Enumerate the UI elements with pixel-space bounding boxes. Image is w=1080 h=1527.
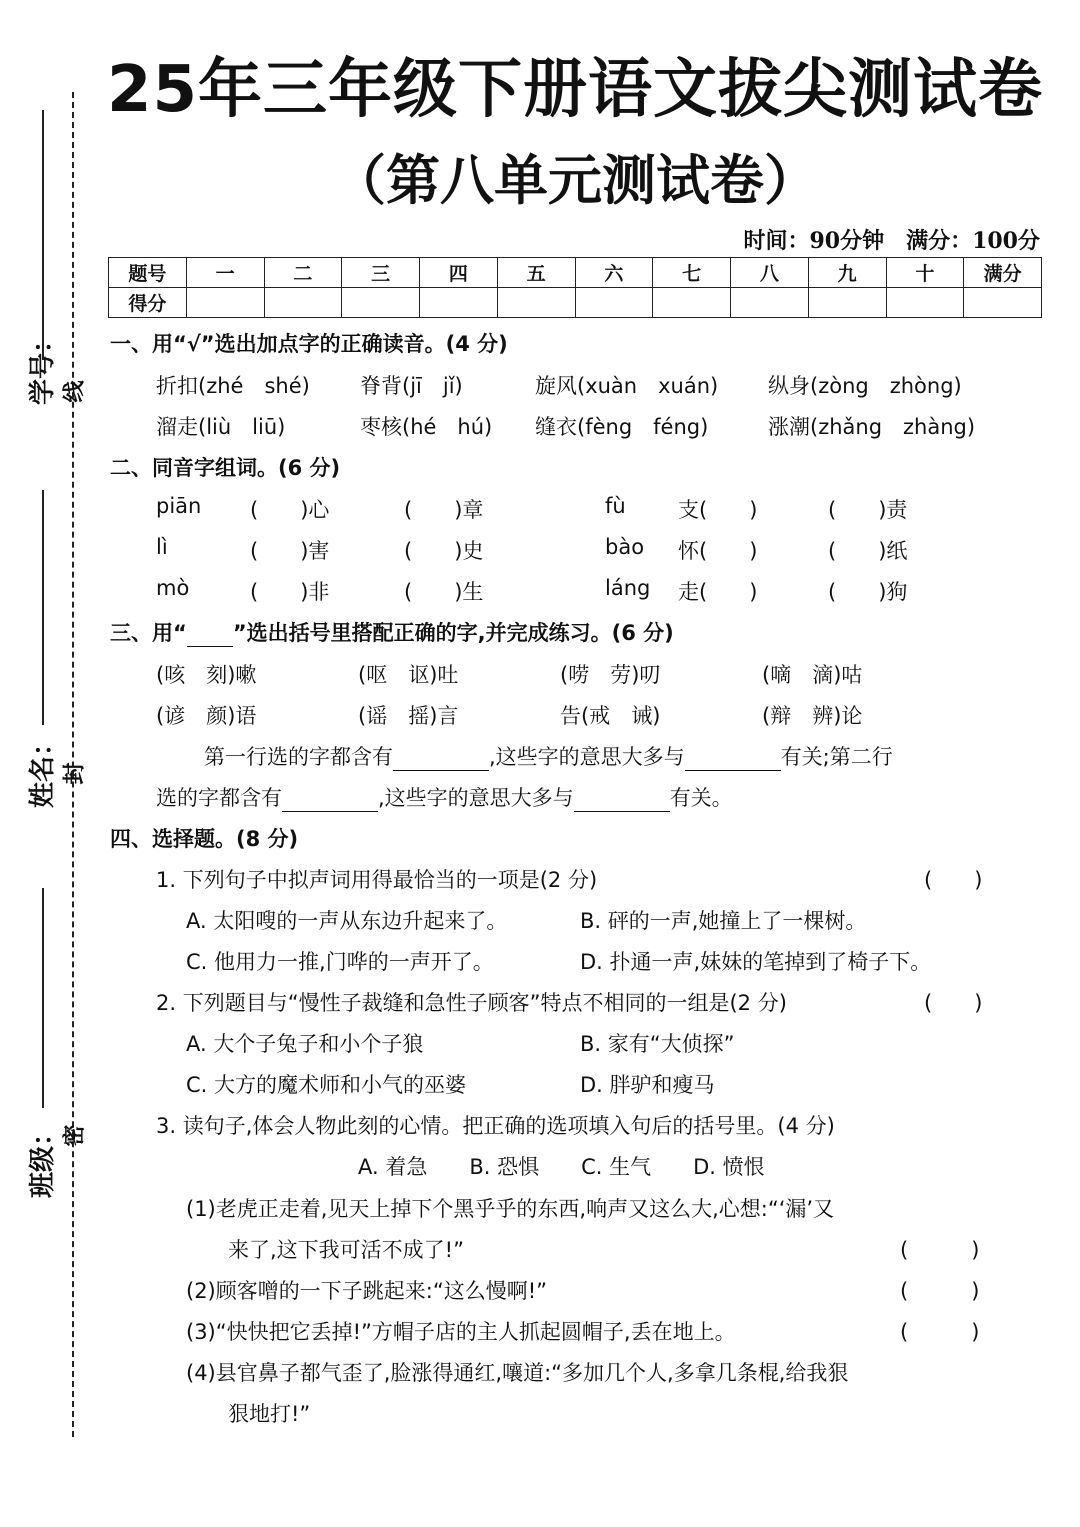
page-subtitle: （第八单元测试卷）	[332, 149, 818, 212]
table-header-cell: 三	[342, 258, 420, 288]
page-title: 25年三年级下册语文拔尖测试卷	[106, 53, 1044, 127]
q3-text: 有关。	[669, 786, 733, 810]
score-cell[interactable]	[342, 288, 420, 318]
q3-choice[interactable]: (咳 刻)嗽	[156, 663, 257, 687]
section-2-heading: 二、同音字组词。(6 分)	[110, 456, 341, 480]
q4-option[interactable]: A. 太阳嗖的一声从东边升起来了。	[186, 909, 508, 933]
q3-fill-line-1	[204, 741, 893, 771]
q2-blank[interactable]: ( )害	[250, 539, 330, 563]
answer-paren[interactable]: ( )	[900, 1320, 980, 1344]
table-header-cell: 六	[575, 258, 653, 288]
score-cell[interactable]	[575, 288, 653, 318]
q4-option[interactable]: B. 砰的一声,她撞上了一棵树。	[580, 909, 867, 933]
answer-paren[interactable]: ( )	[900, 1279, 980, 1303]
section-3-heading-end: ”选出括号里搭配正确的字,并完成练习。(6 分)	[232, 621, 674, 645]
q1-item: 纵身(zòng zhòng)	[768, 374, 962, 398]
student-id-label: 学号：	[28, 326, 58, 405]
q4-option[interactable]: B. 家有“大侦探”	[580, 1032, 735, 1056]
q2-pinyin: mò	[156, 576, 190, 600]
table-header-cell: 七	[653, 258, 731, 288]
q3-text: 第一行选的字都含有	[204, 745, 393, 769]
q2-pinyin: fù	[605, 494, 626, 518]
underline-sample	[187, 626, 233, 647]
q1-item: 涨潮(zhǎng zhàng)	[768, 415, 976, 439]
q3-text: ,这些字的意思大多与	[378, 786, 574, 810]
class-write-line	[42, 888, 44, 1108]
exam-meta: 时间：90分钟 满分：100分	[743, 228, 1040, 254]
table-header-cell: 九	[808, 258, 886, 288]
score-cell[interactable]	[497, 288, 575, 318]
table-header-cell: 题号	[109, 258, 187, 288]
section-3-heading-start: 三、用“	[110, 621, 187, 645]
q4-sentence: (2)顾客噌的一下子跳起来:“这么慢啊!”	[186, 1279, 547, 1303]
table-header-cell: 八	[731, 258, 809, 288]
q2-blank[interactable]: ( )责	[828, 498, 908, 522]
seal-word-seal: 封	[62, 762, 88, 785]
q4-question-1: 1. 下列句子中拟声词用得最恰当的一项是(2 分)	[156, 868, 598, 892]
score-row-label: 得分	[109, 288, 187, 318]
q4-question-3: 3. 读句子,体会人物此刻的心情。把正确的选项填入句后的括号里。(4 分)	[156, 1114, 835, 1138]
table-header-cell: 四	[420, 258, 498, 288]
q2-pinyin: láng	[605, 576, 651, 600]
table-header-cell: 二	[264, 258, 342, 288]
section-1-heading: 一、用“√”选出加点字的正确读音。(4 分)	[110, 332, 508, 356]
q2-pinyin: piān	[156, 494, 202, 518]
q2-blank[interactable]: ( )心	[250, 498, 330, 522]
q4-option[interactable]: D. 扑通一声,妹妹的笔掉到了椅子下。	[580, 950, 932, 974]
q2-blank[interactable]: ( )非	[250, 580, 330, 604]
score-cell[interactable]	[964, 288, 1042, 318]
q1-item: 脊背(jī jǐ)	[360, 374, 463, 398]
q4-sentence: (3)“快快把它丢掉!”方帽子店的主人抓起圆帽子,丢在地上。	[186, 1320, 736, 1344]
score-cell[interactable]	[886, 288, 964, 318]
q2-blank[interactable]: ( )纸	[828, 539, 908, 563]
q2-blank[interactable]: 走( )	[678, 580, 758, 604]
q4-sentence: 狠地打!”	[228, 1402, 311, 1426]
fill-blank[interactable]	[282, 789, 378, 812]
q3-choice[interactable]: (嘀 滴)咕	[762, 663, 863, 687]
answer-paren[interactable]: ( )	[900, 1238, 980, 1262]
q1-item: 溜走(liù liū)	[156, 415, 286, 439]
q4-sentence: (4)县官鼻子都气歪了,脸涨得通红,嚷道:“多加几个人,多拿几条棍,给我狠	[186, 1361, 849, 1385]
q4-sentence: (1)老虎正走着,见天上掉下个黑乎乎的东西,响声又这么大,心想:“‘漏’又	[186, 1197, 835, 1221]
q3-text: 有关;第二行	[780, 745, 893, 769]
q3-choice[interactable]: 告(戒 诫)	[560, 704, 661, 728]
q2-pinyin: lì	[156, 535, 168, 559]
q4-option[interactable]: C. 他用力一推,门哗的一声开了。	[186, 950, 494, 974]
name-write-line	[42, 490, 44, 725]
name-label: 姓名：	[28, 729, 58, 808]
fill-blank[interactable]	[393, 748, 489, 771]
q1-item: 枣核(hé hú)	[360, 415, 493, 439]
q2-blank[interactable]: ( )狗	[828, 580, 908, 604]
q4-option[interactable]: A. 大个子兔子和小个子狼	[186, 1032, 424, 1056]
q4-question-2: 2. 下列题目与“慢性子裁缝和急性子顾客”特点不相同的一组是(2 分)	[156, 991, 787, 1015]
q2-blank[interactable]: ( )史	[404, 539, 484, 563]
fill-blank[interactable]	[685, 748, 781, 771]
section-3-heading	[110, 617, 674, 647]
table-header-cell: 一	[186, 258, 264, 288]
score-cell[interactable]	[653, 288, 731, 318]
section-4-heading: 四、选择题。(8 分)	[110, 827, 299, 851]
q3-choice[interactable]: (呕 讴)吐	[358, 663, 459, 687]
q2-blank[interactable]: ( )章	[404, 498, 484, 522]
q4-mood-options: A. 着急 B. 恐惧 C. 生气 D. 愤恨	[358, 1155, 765, 1179]
table-header-cell: 五	[497, 258, 575, 288]
q3-choice[interactable]: (辩 辨)论	[762, 704, 863, 728]
score-cell[interactable]	[420, 288, 498, 318]
q1-item: 缝衣(fèng féng)	[535, 415, 709, 439]
q4-option[interactable]: D. 胖驴和瘦马	[580, 1073, 715, 1097]
table-header-cell: 十	[886, 258, 964, 288]
seal-word-line: 线	[62, 380, 88, 403]
table-header-cell: 满分	[964, 258, 1042, 288]
answer-paren[interactable]: ( )	[924, 991, 983, 1015]
score-cell[interactable]	[264, 288, 342, 318]
score-table	[108, 257, 1042, 318]
score-table-header-row	[109, 258, 1042, 288]
fill-blank[interactable]	[574, 789, 670, 812]
q3-text: ,这些字的意思大多与	[489, 745, 685, 769]
q1-item: 折扣(zhé shé)	[156, 374, 310, 398]
score-cell[interactable]	[808, 288, 886, 318]
q1-item: 旋风(xuàn xuán)	[535, 374, 719, 398]
score-cell[interactable]	[731, 288, 809, 318]
q2-pinyin: bào	[605, 535, 645, 559]
score-table-score-row	[109, 288, 1042, 318]
q3-choice[interactable]: (谚 颜)语	[156, 704, 257, 728]
score-cell[interactable]	[186, 288, 264, 318]
q3-fill-line-2	[156, 782, 733, 812]
answer-paren[interactable]: ( )	[924, 868, 983, 892]
q2-blank[interactable]: 支( )	[678, 498, 758, 522]
q3-choice[interactable]: (谣 摇)言	[358, 704, 459, 728]
q3-choice[interactable]: (唠 劳)叨	[560, 663, 661, 687]
q2-blank[interactable]: ( )生	[404, 580, 484, 604]
q4-option[interactable]: C. 大方的魔术师和小气的巫婆	[186, 1073, 467, 1097]
class-label: 班级：	[28, 1119, 58, 1198]
q3-text: 选的字都含有	[156, 786, 282, 810]
q2-blank[interactable]: 怀( )	[678, 539, 758, 563]
seal-word-secret: 密	[62, 1124, 88, 1147]
q4-sentence: 来了,这下我可活不成了!”	[228, 1238, 464, 1262]
